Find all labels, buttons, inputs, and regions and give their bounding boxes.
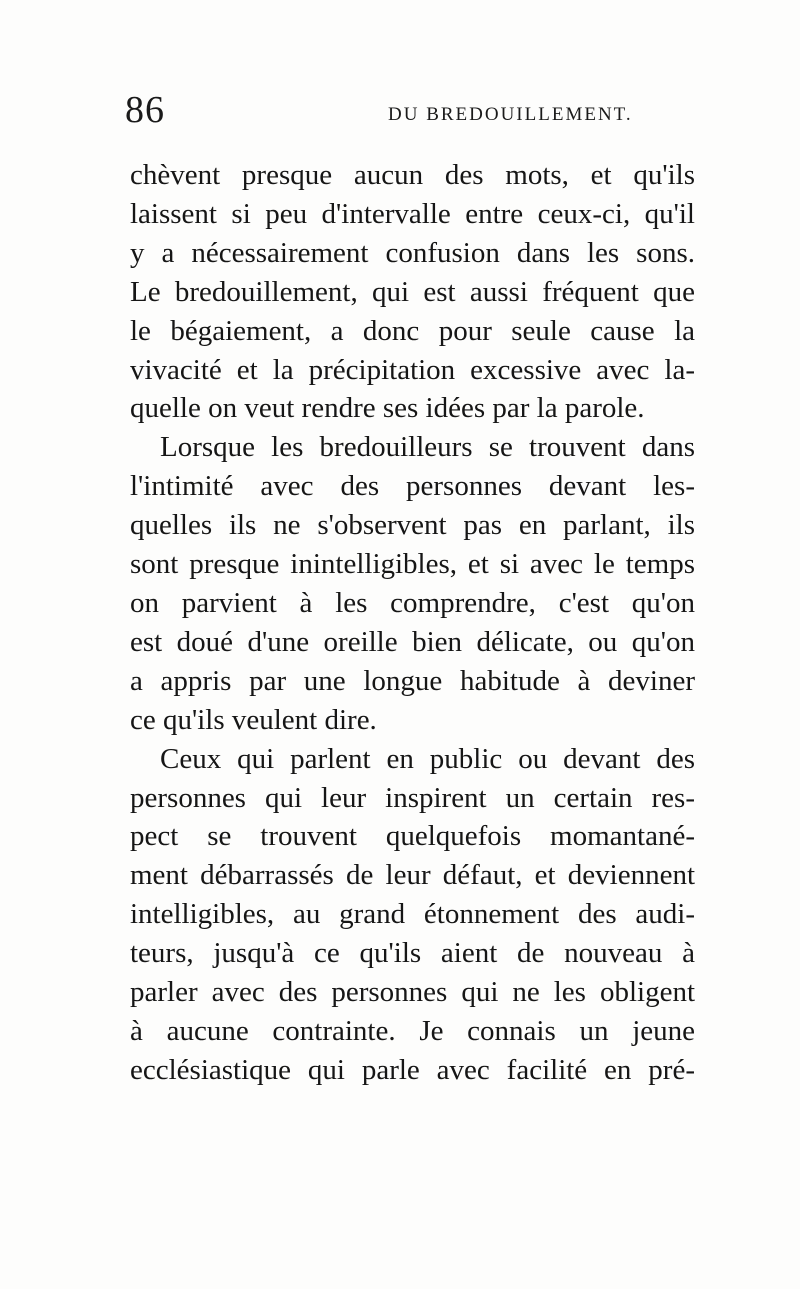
text-line: vivacité et la précipitation excessive avec la-	[130, 353, 695, 386]
page-number: 86	[125, 89, 165, 131]
text-line: quelle on veut rendre ses idées par la parole.	[130, 392, 645, 425]
text-line: l'intimité avec des personnes devant les-	[130, 470, 695, 503]
text-line: laissent si peu d'intervalle entre ceux-ci, qu'il	[130, 197, 695, 230]
text-line: parler avec des personnes qui ne les obligent	[130, 976, 695, 1009]
paragraph-start-line: Lorsque les bredouilleurs se trouvent dans	[160, 431, 695, 464]
text-line: chèvent presque aucun des mots, et qu'ils	[130, 159, 695, 191]
text-line: à aucune contrainte. Je connais un jeune	[130, 1014, 695, 1047]
text-line: est doué d'une oreille bien délicate, ou qu'on	[130, 625, 695, 658]
text-line: quelles ils ne s'observent pas en parlant, ils	[130, 509, 695, 542]
paragraph-start-line: Ceux qui parlent en public ou devant des	[160, 742, 695, 775]
running-title: DU BREDOUILLEMENT.	[388, 104, 633, 125]
text-line: personnes qui leur inspirent un certain res-	[130, 781, 695, 814]
text-line: pect se trouvent quelquefois momantané-	[130, 820, 695, 853]
text-line: ecclésiastique qui parle avec facilité en pré-	[130, 1053, 695, 1086]
text-line: ce qu'ils veulent dire.	[130, 703, 377, 736]
text-line: on parvient à les comprendre, c'est qu'on	[130, 586, 695, 619]
text-line: a appris par une longue habitude à deviner	[130, 664, 695, 697]
text-line: teurs, jusqu'à ce qu'ils aient de nouveau à	[130, 937, 695, 970]
text-line: ment débarrassés de leur défaut, et deviennent	[130, 859, 695, 892]
text-line: sont presque inintelligibles, et si avec le temps	[130, 548, 695, 581]
text-line: intelligibles, au grand étonnement des audi-	[130, 898, 695, 931]
text-line: le bégaiement, a donc pour seule cause la	[130, 314, 695, 347]
body-text	[130, 156, 695, 1090]
text-line: y a nécessairement confusion dans les sons.	[130, 236, 695, 269]
text-line: Le bredouillement, qui est aussi fréquent que	[130, 275, 695, 308]
page-header	[125, 88, 665, 138]
